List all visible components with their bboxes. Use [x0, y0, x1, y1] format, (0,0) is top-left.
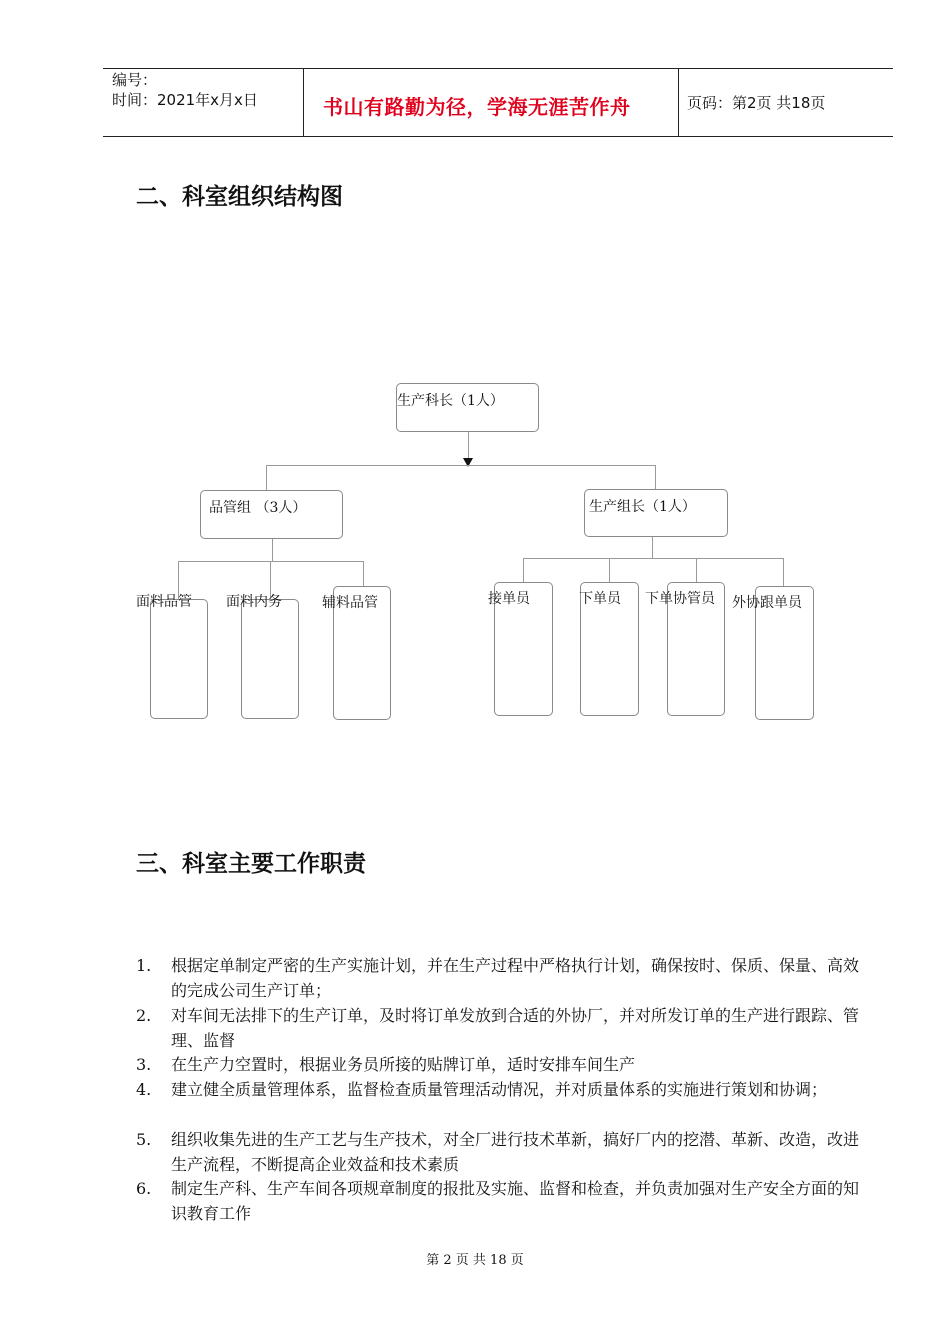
org-node-production-lead: [584, 489, 728, 537]
org-node-quality-group-label: 品管组 （3人）: [209, 500, 307, 516]
org-leaf-order-taker-label: 接单员: [488, 591, 530, 607]
list-item-text: 在生产力空置时，根据业务员所接的贴牌订单，适时安排车间生产: [171, 1055, 636, 1074]
header-bottom-rule: [103, 136, 893, 137]
list-item-number: 4.: [136, 1080, 152, 1099]
header-divider-left: [303, 68, 304, 136]
list-item-text: 建立健全质量管理体系，监督检查质量管理活动情况，并对质量体系的实施进行策划和协调；: [171, 1080, 828, 1099]
org-connector-root-down: [468, 432, 469, 460]
org-node-quality-group: [200, 490, 343, 539]
header-top-rule: [103, 68, 893, 69]
org-node-root-label: 生产科长（1人）: [397, 393, 504, 409]
doc-time-label: 时间：2021年x月x日: [112, 91, 258, 109]
list-item-number: 5.: [136, 1130, 152, 1149]
org-connector-leaf3: [363, 561, 364, 586]
org-leaf-fabric-qc-label: 面料品管: [136, 594, 192, 610]
list-item-text: 对车间无法排下的生产订单，及时将订单发放到合适的外协厂，并对所发订单的生产进行跟踪、管理、监督: [171, 1006, 860, 1050]
org-connector-leaf4: [523, 558, 524, 582]
org-connector-left-down: [272, 539, 273, 561]
doc-code-label: 编号：: [112, 71, 158, 89]
list-item-number: 2.: [136, 1006, 152, 1025]
footer-page-number: 第 2 页 共 18 页: [426, 1253, 524, 1268]
page-footer: [0, 1249, 950, 1268]
list-item-text: 根据定单制定严密的生产实施计划，并在生产过程中严格执行计划，确保按时、保质、保量、高效的完成公司生产订单；: [171, 956, 860, 1000]
section-title-org-chart: 二、科室组织结构图: [136, 184, 343, 210]
list-item-text: 制定生产科、生产车间各项规章制度的报批及实施、监督和检查，并负责加强对生产安全方面的知识教育工作: [171, 1179, 860, 1223]
org-connector-right-drop: [655, 465, 656, 489]
org-node-production-lead-label: 生产组长（1人）: [589, 499, 696, 515]
org-leaf-outsource-follower-label: 外协跟单员: [732, 595, 802, 611]
org-connector-right-down: [652, 537, 653, 558]
list-item-number: 3.: [136, 1055, 152, 1074]
org-leaf-fabric-internal-label: 面料内务: [226, 594, 282, 610]
org-connector-left-drop: [266, 465, 267, 490]
org-connector-left-level2: [178, 561, 364, 562]
list-item-number: 1.: [136, 956, 152, 975]
org-connector-right-level2: [523, 558, 784, 559]
org-leaf-fabric-internal: [241, 599, 299, 719]
header-page-number: 页码：第2页 共18页: [687, 94, 826, 112]
org-leaf-fabric-qc: [150, 599, 208, 719]
header-motto: 书山有路勤为径，学海无涯苦作舟: [323, 95, 631, 119]
org-connector-leaf5: [609, 558, 610, 582]
org-connector-level1: [266, 465, 656, 466]
org-connector-leaf7: [783, 558, 784, 586]
org-node-root: [396, 383, 539, 432]
org-leaf-order-assistant-label: 下单协管员: [645, 591, 715, 607]
org-leaf-order-placer-label: 下单员: [579, 591, 621, 607]
org-leaf-accessory-qc-label: 辅料品管: [322, 595, 378, 611]
section-title-duties: 三、科室主要工作职责: [136, 851, 366, 877]
header-divider-right: [678, 68, 679, 136]
list-item-number: 6.: [136, 1179, 152, 1198]
org-connector-leaf6: [696, 558, 697, 582]
list-item-text: 组织收集先进的生产工艺与生产技术，对全厂进行技术革新，搞好厂内的挖潜、革新、改造，改进生产流程，不断提高企业效益和技术素质: [171, 1130, 860, 1174]
